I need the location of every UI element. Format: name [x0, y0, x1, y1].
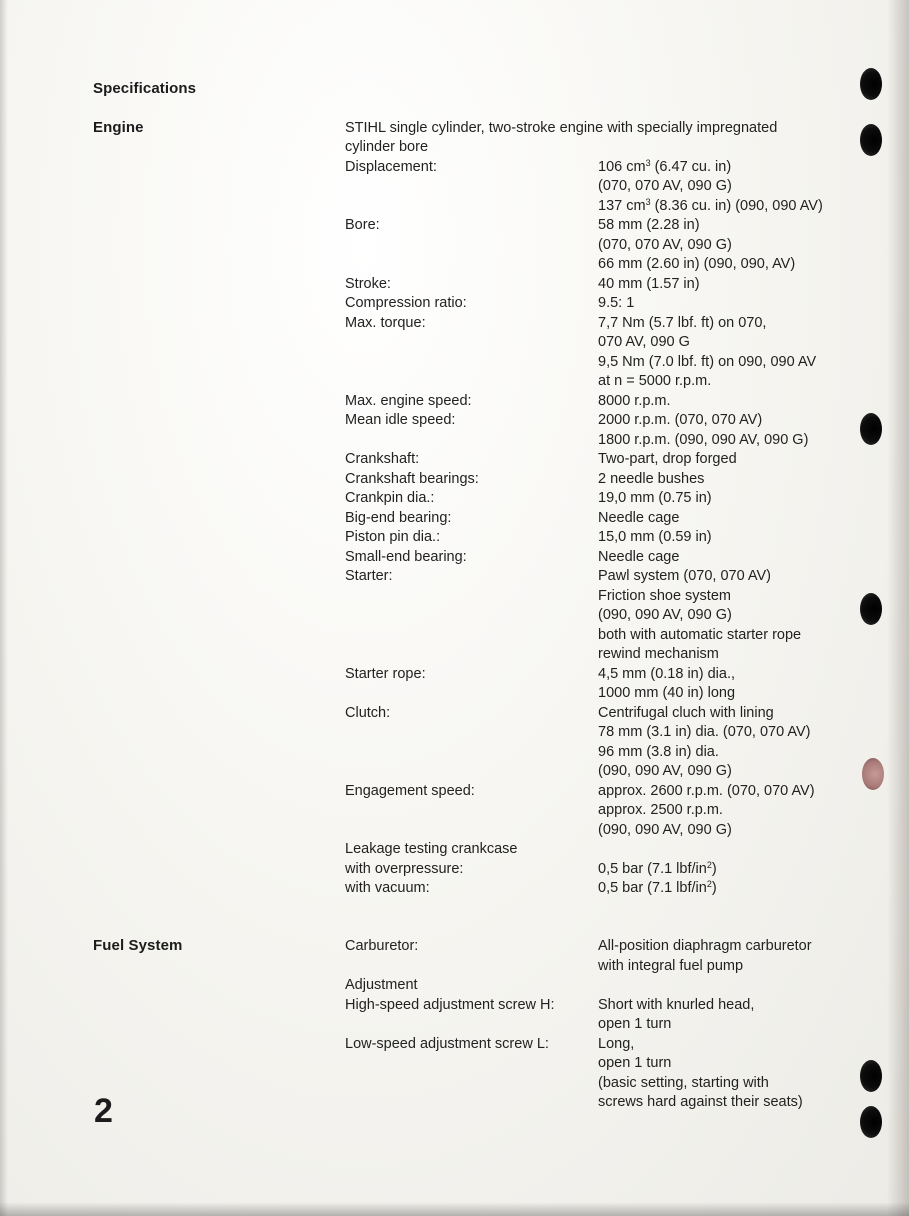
spec-value: 78 mm (3.1 in) dia. (070, 070 AV) [598, 724, 811, 740]
spec-value: 40 mm (1.57 in) [598, 276, 700, 292]
spec-value: 19,0 mm (0.75 in) [598, 490, 712, 506]
spec-value: 2000 r.p.m. (070, 070 AV) [598, 412, 763, 428]
spec-value: both with automatic starter rope [598, 627, 802, 643]
spec-value: Needle cage [598, 510, 680, 526]
spec-value: (basic setting, starting with [598, 1075, 769, 1091]
spec-value: 1000 mm (40 in) long [598, 685, 736, 701]
spec-value: screws hard against their seats) [598, 1094, 803, 1110]
spec-value: approx. 2600 r.p.m. (070, 070 AV) [598, 783, 815, 799]
spec-value: 9,5 Nm (7.0 lbf. ft) on 090, 090 AV [598, 354, 817, 370]
spec-value: Long, [598, 1036, 635, 1052]
page-title: Specifications [93, 80, 197, 97]
spec-label: Max. torque: [345, 315, 426, 331]
engine-intro-line: cylinder bore [345, 139, 429, 155]
spec-label: with overpressure: [345, 861, 464, 877]
spec-label: Small-end bearing: [345, 549, 467, 565]
spec-label: Adjustment [345, 977, 418, 993]
spec-label: Starter: [345, 568, 393, 584]
section-heading-fuel-system: Fuel System [93, 937, 183, 954]
binder-hole [860, 68, 882, 100]
spec-value: Two-part, drop forged [598, 451, 737, 467]
spec-value: 1800 r.p.m. (090, 090 AV, 090 G) [598, 432, 809, 448]
spec-value: 2 needle bushes [598, 471, 705, 487]
spec-value: (070, 070 AV, 090 G) [598, 237, 732, 253]
section-heading-engine: Engine [93, 119, 144, 136]
spec-value: (090, 090 AV, 090 G) [598, 607, 732, 623]
binder-hole [862, 758, 884, 790]
binder-hole [860, 1106, 882, 1138]
spec-label: High-speed adjustment screw H: [345, 997, 555, 1013]
spec-value: open 1 turn [598, 1016, 672, 1032]
spec-value: (070, 070 AV, 090 G) [598, 178, 732, 194]
spec-value: 8000 r.p.m. [598, 393, 671, 409]
spec-value: 9.5: 1 [598, 295, 635, 311]
spec-label: Carburetor: [345, 938, 419, 954]
spec-value: 4,5 mm (0.18 in) dia., [598, 666, 735, 682]
spec-value-displacement: 106 $cm^3$ (6.47 cu. in) [598, 158, 732, 175]
spec-label: Crankpin dia.: [345, 490, 435, 506]
spec-value: (090, 090 AV, 090 G) [598, 822, 732, 838]
spec-value: Friction shoe system [598, 588, 731, 604]
spec-label: Stroke: [345, 276, 391, 292]
spec-value: rewind mechanism [598, 646, 719, 662]
binder-hole [860, 1060, 882, 1092]
page-bottom-shadow [0, 1202, 909, 1216]
spec-label: Max. engine speed: [345, 393, 472, 409]
spec-value: Short with knurled head, [598, 997, 755, 1013]
spec-label: Crankshaft: [345, 451, 420, 467]
spec-label: Piston pin dia.: [345, 529, 441, 545]
binder-hole [860, 413, 882, 445]
spec-label: Compression ratio: [345, 295, 467, 311]
spec-label: Crankshaft bearings: [345, 471, 479, 487]
spec-label: Low-speed adjustment screw L: [345, 1036, 549, 1052]
spec-label: Displacement: [345, 159, 437, 175]
spec-label: Bore: [345, 217, 380, 233]
spec-label: with vacuum: [345, 880, 430, 896]
spec-label: Big-end bearing: [345, 510, 452, 526]
spec-label: Engagement speed: [345, 783, 475, 799]
spec-label: Mean idle speed: [345, 412, 456, 428]
spec-label: Leakage testing crankcase [345, 841, 518, 857]
spec-value-overpressure: 0,5 bar (7.1 lbf/$in^2$) [598, 860, 717, 877]
spec-value: Pawl system (070, 070 AV) [598, 568, 772, 584]
page-edge-shadow [887, 0, 909, 1216]
page-left-shadow [0, 0, 8, 1216]
binder-hole [860, 593, 882, 625]
spec-value: at n = 5000 r.p.m. [598, 373, 712, 389]
spec-value: 070 AV, 090 G [598, 334, 690, 350]
spec-value: 96 mm (3.8 in) dia. [598, 744, 719, 760]
spec-value: (090, 090 AV, 090 G) [598, 763, 732, 779]
binder-hole [860, 124, 882, 156]
spec-value: 58 mm (2.28 in) [598, 217, 700, 233]
engine-intro-line: STIHL single cylinder, two-stroke engine with specially impregnated [345, 120, 778, 136]
spec-label: Starter rope: [345, 666, 426, 682]
spec-label: Clutch: [345, 705, 391, 721]
spec-value-displacement: 137 $cm^3$ (8.36 cu. in) (090, 090 AV) [598, 197, 823, 214]
spec-value: approx. 2500 r.p.m. [598, 802, 723, 818]
spec-value: 66 mm (2.60 in) (090, 090, AV) [598, 256, 796, 272]
spec-value: open 1 turn [598, 1055, 672, 1071]
spec-value: 7,7 Nm (5.7 lbf. ft) on 070, [598, 315, 767, 331]
spec-value: Centrifugal cluch with lining [598, 705, 774, 721]
spec-value: with integral fuel pump [598, 958, 744, 974]
spec-value: 15,0 mm (0.59 in) [598, 529, 712, 545]
spec-value: All-position diaphragm carburetor [598, 938, 812, 954]
page-number: 2 [94, 1092, 113, 1130]
spec-value: Needle cage [598, 549, 680, 565]
spec-value-vacuum: 0,5 bar (7.1 lbf/$in^2$) [598, 879, 717, 896]
